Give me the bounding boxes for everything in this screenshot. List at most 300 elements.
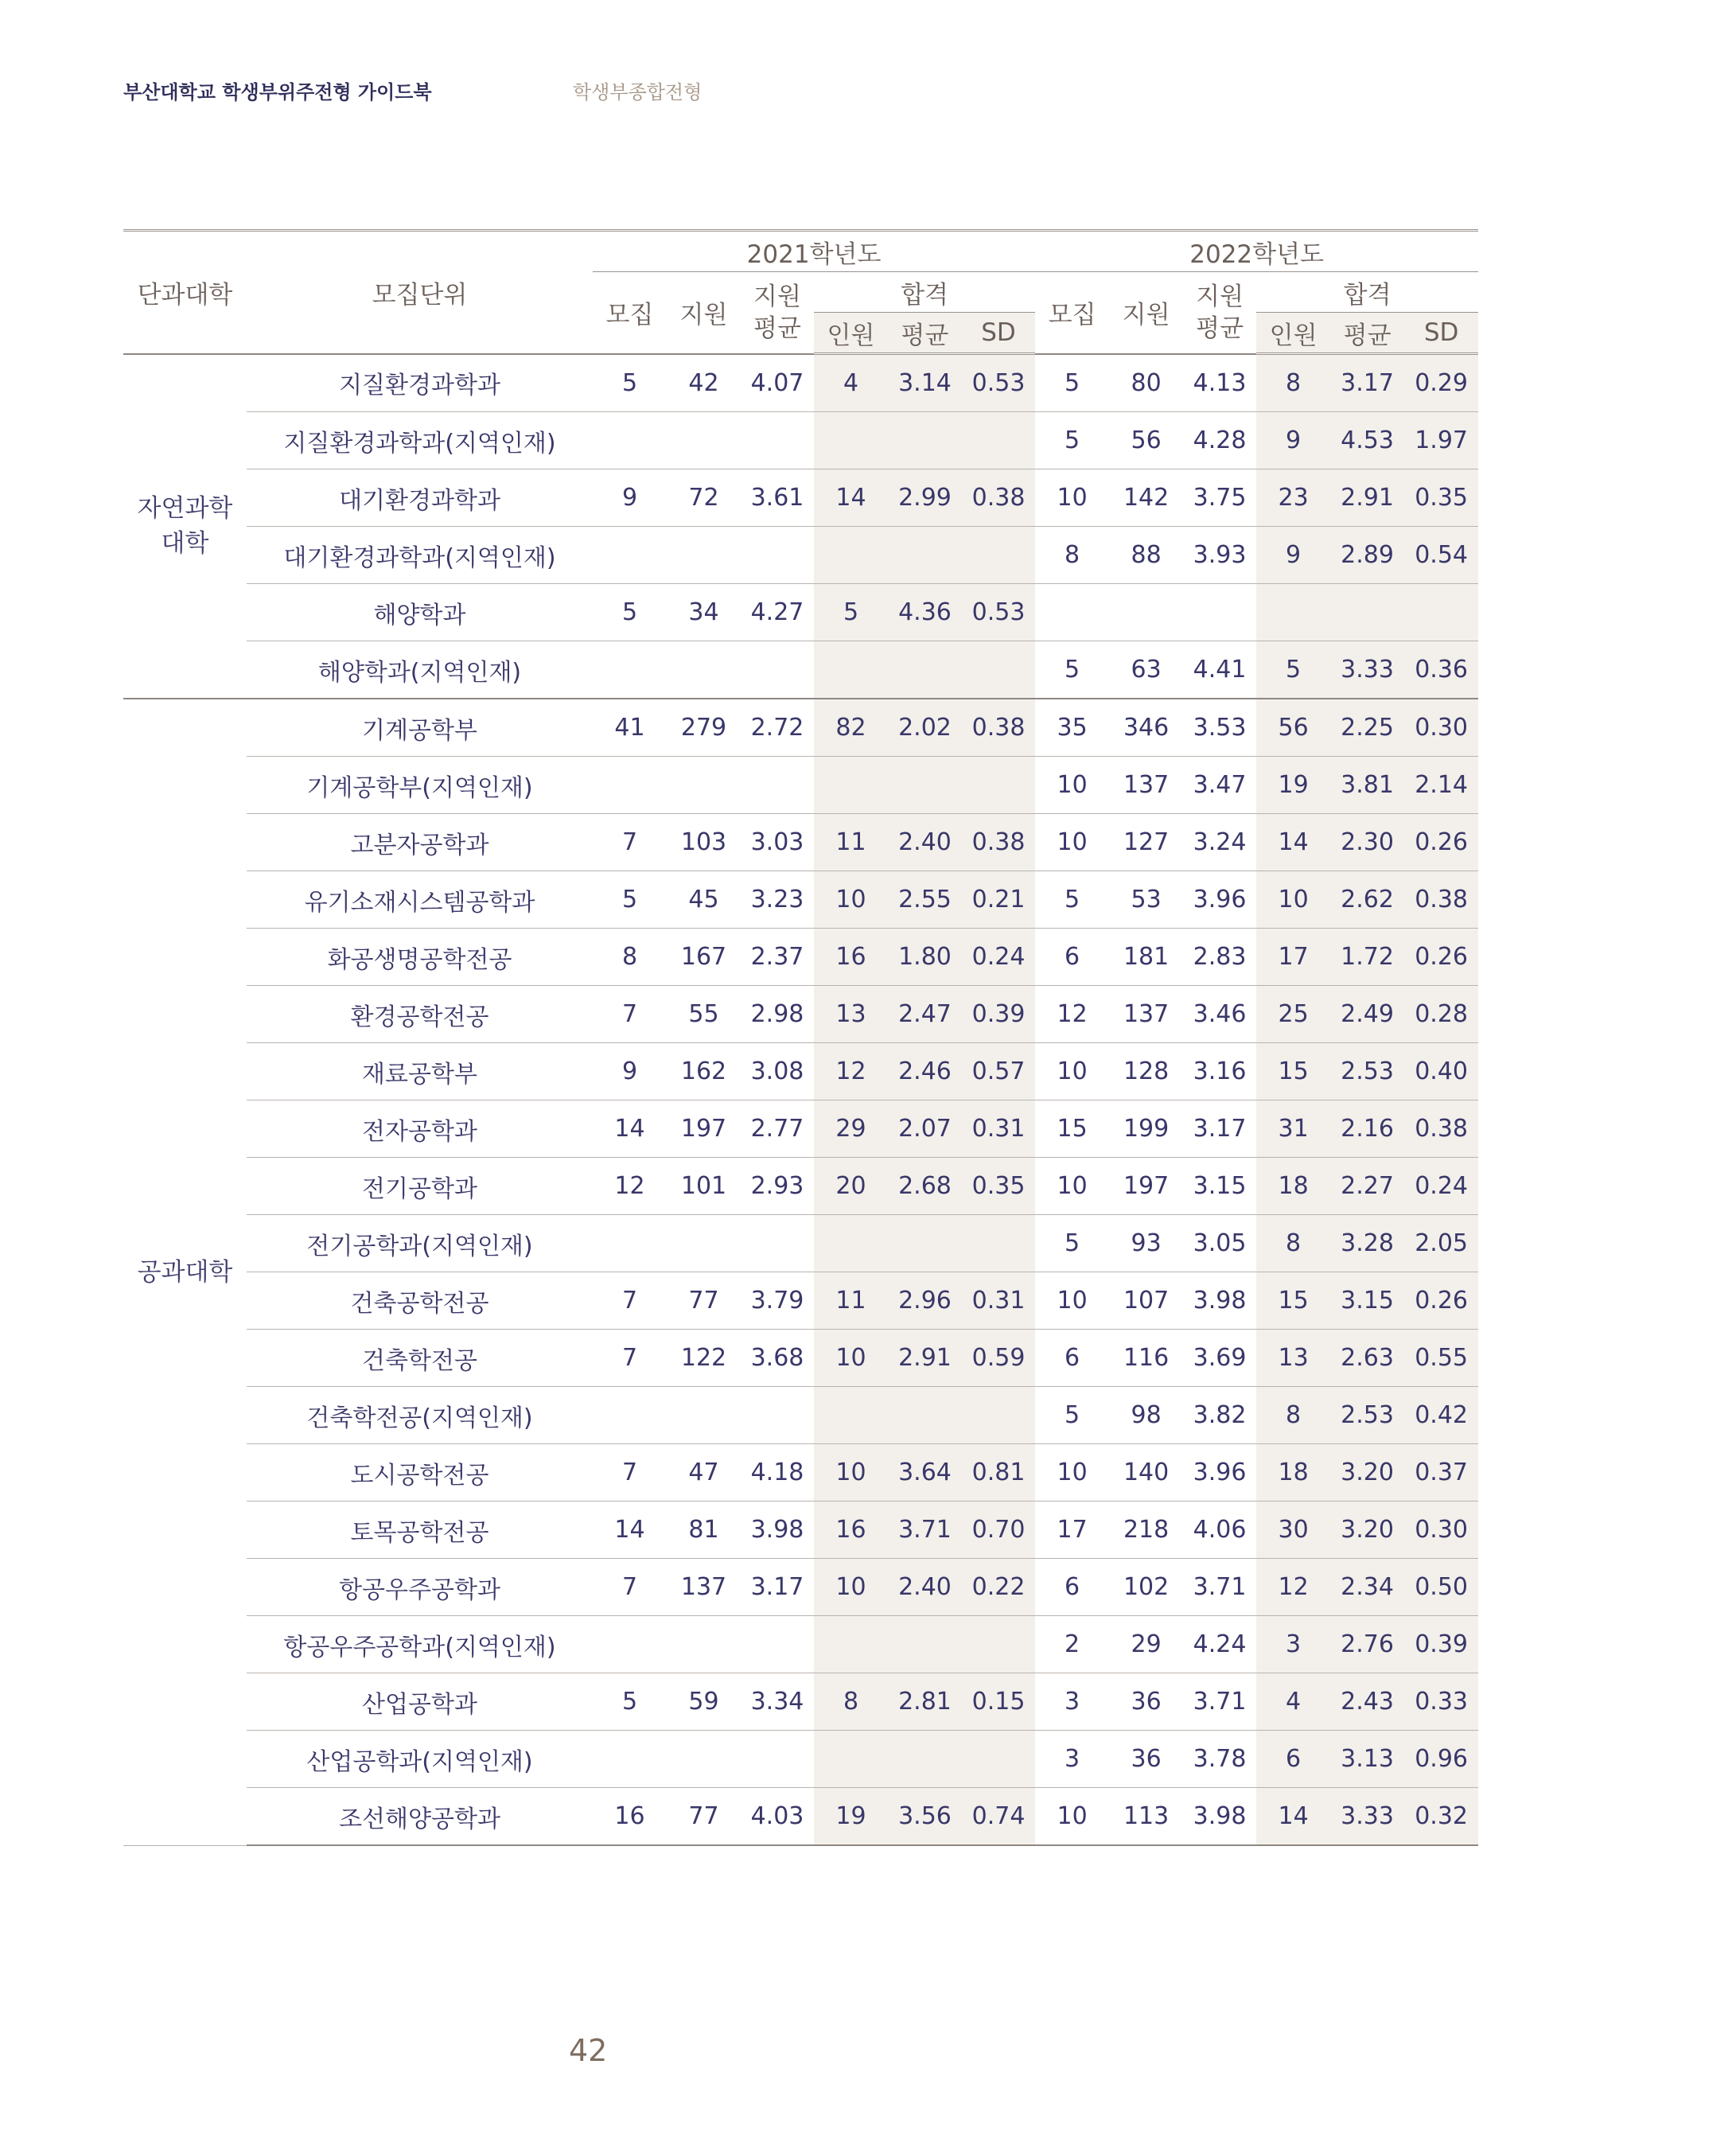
value-cell: 4 [1256, 1673, 1330, 1731]
value-cell: 0.31 [962, 1272, 1035, 1330]
value-cell: 2.07 [888, 1100, 962, 1158]
value-cell: 0.24 [962, 929, 1035, 986]
table-row [123, 1731, 1478, 1788]
header-unit: 모집단위 [247, 231, 593, 354]
value-cell: 82 [814, 699, 888, 757]
value-cell [962, 527, 1035, 584]
value-cell: 72 [667, 469, 741, 527]
value-cell: 3.08 [741, 1043, 814, 1100]
value-cell: 1.72 [1330, 929, 1404, 986]
value-cell: 0.74 [962, 1788, 1035, 1846]
value-cell: 4.53 [1330, 412, 1404, 469]
value-cell: 4.06 [1183, 1501, 1256, 1559]
table-row [123, 1559, 1478, 1616]
value-cell [593, 1387, 667, 1444]
value-cell: 4.18 [741, 1444, 814, 1501]
table-row [123, 1387, 1478, 1444]
value-cell: 53 [1109, 871, 1183, 929]
value-cell: 0.54 [1404, 527, 1478, 584]
table-row [123, 412, 1478, 469]
value-cell: 2.46 [888, 1043, 962, 1100]
value-cell: 19 [1256, 757, 1330, 814]
value-cell: 18 [1256, 1158, 1330, 1215]
value-cell: 2.37 [741, 929, 814, 986]
value-cell: 98 [1109, 1387, 1183, 1444]
header-apply-avg-2021: 지원 평균 [753, 282, 801, 343]
value-cell [1330, 584, 1404, 641]
value-cell: 128 [1109, 1043, 1183, 1100]
value-cell: 55 [667, 986, 741, 1043]
value-cell: 0.26 [1404, 929, 1478, 986]
value-cell: 122 [667, 1330, 741, 1387]
unit-cell: 유기소재시스템공학과 [247, 871, 593, 929]
value-cell: 2.05 [1404, 1215, 1478, 1272]
value-cell: 34 [667, 584, 741, 641]
value-cell: 3.98 [1183, 1788, 1256, 1846]
value-cell: 4.07 [741, 354, 814, 412]
value-cell: 0.30 [1404, 699, 1478, 757]
value-cell: 12 [1035, 986, 1109, 1043]
value-cell: 3.17 [1330, 354, 1404, 412]
value-cell: 7 [593, 1272, 667, 1330]
value-cell: 0.57 [962, 1043, 1035, 1100]
value-cell: 3.46 [1183, 986, 1256, 1043]
unit-cell: 산업공학과(지역인재) [247, 1731, 593, 1788]
value-cell: 3.56 [888, 1788, 962, 1846]
section-title: 학생부종합전형 [573, 81, 703, 103]
value-cell: 162 [667, 1043, 741, 1100]
value-cell [667, 757, 741, 814]
value-cell: 88 [1109, 527, 1183, 584]
value-cell: 0.50 [1404, 1559, 1478, 1616]
value-cell: 2.76 [1330, 1616, 1404, 1673]
value-cell: 0.35 [1404, 469, 1478, 527]
table-row [123, 527, 1478, 584]
value-cell: 0.33 [1404, 1673, 1478, 1731]
value-cell [593, 1731, 667, 1788]
value-cell: 35 [1035, 699, 1109, 757]
value-cell: 2.96 [888, 1272, 962, 1330]
header-apply-2021: 지원 [679, 301, 728, 330]
value-cell: 3.14 [888, 354, 962, 412]
value-cell [814, 412, 888, 469]
value-cell [741, 1215, 814, 1272]
value-cell: 8 [1256, 1215, 1330, 1272]
value-cell: 2.43 [1330, 1673, 1404, 1731]
value-cell: 3.82 [1183, 1387, 1256, 1444]
value-cell: 3.13 [1330, 1731, 1404, 1788]
value-cell [888, 641, 962, 699]
value-cell: 3.34 [741, 1673, 814, 1731]
value-cell: 5 [593, 584, 667, 641]
value-cell: 197 [667, 1100, 741, 1158]
value-cell: 0.26 [1404, 814, 1478, 871]
value-cell: 2.91 [888, 1330, 962, 1387]
value-cell: 0.40 [1404, 1043, 1478, 1100]
value-cell: 0.21 [962, 871, 1035, 929]
value-cell [741, 757, 814, 814]
value-cell: 137 [1109, 986, 1183, 1043]
value-cell: 17 [1035, 1501, 1109, 1559]
value-cell: 0.28 [1404, 986, 1478, 1043]
value-cell: 3.20 [1330, 1444, 1404, 1501]
header-year-2021: 2021학년도 [593, 231, 1035, 272]
header-apply-avg-2022: 지원 평균 [1196, 282, 1244, 343]
value-cell [814, 1731, 888, 1788]
value-cell: 14 [1256, 814, 1330, 871]
value-cell: 7 [593, 986, 667, 1043]
unit-cell: 도시공학전공 [247, 1444, 593, 1501]
value-cell: 2.91 [1330, 469, 1404, 527]
value-cell [888, 1215, 962, 1272]
value-cell: 181 [1109, 929, 1183, 986]
unit-cell: 건축공학전공 [247, 1272, 593, 1330]
value-cell: 10 [1035, 1444, 1109, 1501]
value-cell: 3.98 [741, 1501, 814, 1559]
value-cell: 0.31 [962, 1100, 1035, 1158]
value-cell: 11 [814, 814, 888, 871]
value-cell [667, 1387, 741, 1444]
value-cell: 3.69 [1183, 1330, 1256, 1387]
value-cell [593, 1616, 667, 1673]
value-cell: 4.13 [1183, 354, 1256, 412]
header-recruit-2022: 모집 [1048, 301, 1096, 330]
value-cell: 3.81 [1330, 757, 1404, 814]
value-cell: 9 [1256, 412, 1330, 469]
value-cell: 2.16 [1330, 1100, 1404, 1158]
value-cell [1256, 584, 1330, 641]
value-cell: 3.78 [1183, 1731, 1256, 1788]
value-cell: 137 [1109, 757, 1183, 814]
value-cell: 6 [1035, 1559, 1109, 1616]
unit-cell: 지질환경과학과(지역인재) [247, 412, 593, 469]
table-row [123, 986, 1478, 1043]
value-cell: 9 [593, 1043, 667, 1100]
value-cell: 29 [1109, 1616, 1183, 1673]
value-cell: 3 [1256, 1616, 1330, 1673]
value-cell: 6 [1035, 1330, 1109, 1387]
value-cell: 2.77 [741, 1100, 814, 1158]
value-cell [741, 1387, 814, 1444]
table-row [123, 469, 1478, 527]
value-cell: 16 [593, 1788, 667, 1846]
value-cell: 0.26 [1404, 1272, 1478, 1330]
value-cell [888, 527, 962, 584]
unit-cell: 기계공학부(지역인재) [247, 757, 593, 814]
unit-cell: 토목공학전공 [247, 1501, 593, 1559]
value-cell: 0.37 [1404, 1444, 1478, 1501]
value-cell: 127 [1109, 814, 1183, 871]
value-cell: 5 [593, 871, 667, 929]
value-cell [962, 1731, 1035, 1788]
value-cell: 0.29 [1404, 354, 1478, 412]
value-cell: 3.15 [1330, 1272, 1404, 1330]
value-cell [667, 1215, 741, 1272]
value-cell: 23 [1256, 469, 1330, 527]
value-cell [593, 641, 667, 699]
value-cell [814, 1387, 888, 1444]
value-cell: 2.02 [888, 699, 962, 757]
value-cell: 10 [1035, 814, 1109, 871]
value-cell [888, 757, 962, 814]
value-cell [741, 412, 814, 469]
unit-cell: 해양학과 [247, 584, 593, 641]
value-cell: 1.80 [888, 929, 962, 986]
value-cell: 13 [814, 986, 888, 1043]
value-cell: 3.33 [1330, 641, 1404, 699]
value-cell: 279 [667, 699, 741, 757]
value-cell: 140 [1109, 1444, 1183, 1501]
header-pass-2021: 합격 [814, 272, 1035, 313]
value-cell: 3.17 [741, 1559, 814, 1616]
header-avg-2022: 평균 [1330, 313, 1404, 354]
value-cell: 4.24 [1183, 1616, 1256, 1673]
value-cell: 14 [1256, 1788, 1330, 1846]
value-cell: 16 [814, 929, 888, 986]
value-cell: 2.55 [888, 871, 962, 929]
value-cell: 2.53 [1330, 1387, 1404, 1444]
value-cell: 8 [1256, 354, 1330, 412]
value-cell: 77 [667, 1272, 741, 1330]
value-cell: 0.96 [1404, 1731, 1478, 1788]
value-cell: 5 [814, 584, 888, 641]
value-cell: 45 [667, 871, 741, 929]
value-cell: 3.03 [741, 814, 814, 871]
unit-cell: 산업공학과 [247, 1673, 593, 1731]
value-cell: 2.98 [741, 986, 814, 1043]
unit-cell: 대기환경과학과(지역인재) [247, 527, 593, 584]
value-cell: 4.41 [1183, 641, 1256, 699]
value-cell: 2.63 [1330, 1330, 1404, 1387]
unit-cell: 건축학전공(지역인재) [247, 1387, 593, 1444]
value-cell: 197 [1109, 1158, 1183, 1215]
value-cell: 2.40 [888, 814, 962, 871]
value-cell: 6 [1256, 1731, 1330, 1788]
value-cell: 2.68 [888, 1158, 962, 1215]
value-cell [962, 641, 1035, 699]
value-cell: 0.30 [1404, 1501, 1478, 1559]
value-cell: 7 [593, 1559, 667, 1616]
value-cell: 116 [1109, 1330, 1183, 1387]
value-cell: 3.96 [1183, 871, 1256, 929]
value-cell: 218 [1109, 1501, 1183, 1559]
value-cell: 5 [1035, 1387, 1109, 1444]
value-cell: 13 [1256, 1330, 1330, 1387]
value-cell: 5 [1256, 641, 1330, 699]
value-cell: 11 [814, 1272, 888, 1330]
table-row [123, 354, 1478, 412]
value-cell [741, 527, 814, 584]
header-college: 단과대학 [123, 231, 247, 354]
value-cell: 3.98 [1183, 1272, 1256, 1330]
value-cell: 2.34 [1330, 1559, 1404, 1616]
value-cell: 2.89 [1330, 527, 1404, 584]
value-cell: 10 [1035, 1788, 1109, 1846]
value-cell: 2.62 [1330, 871, 1404, 929]
header-count-2022: 인원 [1256, 313, 1330, 354]
value-cell: 10 [814, 1559, 888, 1616]
table-row [123, 1215, 1478, 1272]
value-cell: 101 [667, 1158, 741, 1215]
table-row [123, 1043, 1478, 1100]
value-cell: 4.03 [741, 1788, 814, 1846]
value-cell: 3.96 [1183, 1444, 1256, 1501]
header-avg-2021: 평균 [888, 313, 962, 354]
value-cell: 9 [1256, 527, 1330, 584]
college-cell: 자연과학 대학 [123, 354, 247, 699]
value-cell: 0.38 [962, 814, 1035, 871]
value-cell: 42 [667, 354, 741, 412]
value-cell [667, 1616, 741, 1673]
value-cell: 0.39 [1404, 1616, 1478, 1673]
table-row [123, 929, 1478, 986]
value-cell [814, 757, 888, 814]
value-cell: 12 [593, 1158, 667, 1215]
value-cell: 107 [1109, 1272, 1183, 1330]
value-cell: 4.36 [888, 584, 962, 641]
value-cell: 103 [667, 814, 741, 871]
value-cell: 81 [667, 1501, 741, 1559]
value-cell: 0.36 [1404, 641, 1478, 699]
value-cell [814, 1616, 888, 1673]
value-cell: 3.20 [1330, 1501, 1404, 1559]
value-cell: 14 [593, 1501, 667, 1559]
value-cell: 3.61 [741, 469, 814, 527]
value-cell: 0.55 [1404, 1330, 1478, 1387]
value-cell [888, 1616, 962, 1673]
value-cell: 113 [1109, 1788, 1183, 1846]
value-cell: 4 [814, 354, 888, 412]
value-cell: 3.75 [1183, 469, 1256, 527]
value-cell [814, 641, 888, 699]
value-cell: 3.23 [741, 871, 814, 929]
value-cell: 2.81 [888, 1673, 962, 1731]
value-cell: 8 [1035, 527, 1109, 584]
value-cell: 3.28 [1330, 1215, 1404, 1272]
value-cell: 2.93 [741, 1158, 814, 1215]
value-cell: 142 [1109, 469, 1183, 527]
value-cell: 3.24 [1183, 814, 1256, 871]
value-cell: 0.32 [1404, 1788, 1478, 1846]
value-cell: 41 [593, 699, 667, 757]
table-row [123, 641, 1478, 699]
value-cell: 1.97 [1404, 412, 1478, 469]
value-cell: 8 [1256, 1387, 1330, 1444]
value-cell: 0.38 [962, 699, 1035, 757]
value-cell: 5 [1035, 871, 1109, 929]
value-cell [1035, 584, 1109, 641]
value-cell [962, 412, 1035, 469]
value-cell: 56 [1109, 412, 1183, 469]
table-row [123, 1100, 1478, 1158]
unit-cell: 전자공학과 [247, 1100, 593, 1158]
value-cell: 0.81 [962, 1444, 1035, 1501]
value-cell: 10 [1035, 1043, 1109, 1100]
value-cell: 0.70 [962, 1501, 1035, 1559]
value-cell: 3.79 [741, 1272, 814, 1330]
value-cell [667, 1731, 741, 1788]
value-cell: 7 [593, 1444, 667, 1501]
value-cell [1109, 584, 1183, 641]
unit-cell: 전기공학과 [247, 1158, 593, 1215]
table-row [123, 1501, 1478, 1559]
value-cell: 2.53 [1330, 1043, 1404, 1100]
value-cell: 0.38 [1404, 1100, 1478, 1158]
value-cell: 47 [667, 1444, 741, 1501]
value-cell: 17 [1256, 929, 1330, 986]
value-cell: 4.28 [1183, 412, 1256, 469]
page-number: 42 [569, 2033, 608, 2068]
value-cell [1183, 584, 1256, 641]
value-cell: 3.68 [741, 1330, 814, 1387]
table-row [123, 1616, 1478, 1673]
value-cell: 80 [1109, 354, 1183, 412]
value-cell: 3.93 [1183, 527, 1256, 584]
value-cell: 12 [814, 1043, 888, 1100]
value-cell: 77 [667, 1788, 741, 1846]
unit-cell: 환경공학전공 [247, 986, 593, 1043]
value-cell: 3.47 [1183, 757, 1256, 814]
value-cell: 167 [667, 929, 741, 986]
header-count-2021: 인원 [814, 313, 888, 354]
value-cell: 2.25 [1330, 699, 1404, 757]
header-year-2022: 2022학년도 [1035, 231, 1478, 272]
table-row [123, 1158, 1478, 1215]
value-cell [962, 1215, 1035, 1272]
value-cell: 6 [1035, 929, 1109, 986]
unit-cell: 기계공학부 [247, 699, 593, 757]
value-cell: 3.64 [888, 1444, 962, 1501]
value-cell [593, 1215, 667, 1272]
value-cell [667, 527, 741, 584]
value-cell: 7 [593, 1330, 667, 1387]
value-cell: 8 [593, 929, 667, 986]
value-cell: 137 [667, 1559, 741, 1616]
value-cell: 2.27 [1330, 1158, 1404, 1215]
value-cell: 0.59 [962, 1330, 1035, 1387]
value-cell [814, 527, 888, 584]
value-cell [888, 1731, 962, 1788]
value-cell [593, 412, 667, 469]
college-cell: 공과대학 [123, 699, 247, 1845]
value-cell: 0.53 [962, 354, 1035, 412]
value-cell: 10 [814, 1444, 888, 1501]
value-cell: 30 [1256, 1501, 1330, 1559]
unit-cell: 지질환경과학과 [247, 354, 593, 412]
header-sd-2022: SD [1404, 313, 1478, 354]
value-cell: 0.22 [962, 1559, 1035, 1616]
value-cell: 93 [1109, 1215, 1183, 1272]
unit-cell: 대기환경과학과 [247, 469, 593, 527]
value-cell: 3 [1035, 1731, 1109, 1788]
unit-cell: 건축학전공 [247, 1330, 593, 1387]
value-cell: 0.15 [962, 1673, 1035, 1731]
unit-cell: 고분자공학과 [247, 814, 593, 871]
value-cell: 2.72 [741, 699, 814, 757]
value-cell: 3.17 [1183, 1100, 1256, 1158]
value-cell [741, 1616, 814, 1673]
value-cell: 5 [1035, 1215, 1109, 1272]
value-cell: 0.39 [962, 986, 1035, 1043]
value-cell: 36 [1109, 1731, 1183, 1788]
value-cell: 2.47 [888, 986, 962, 1043]
value-cell: 3.71 [1183, 1559, 1256, 1616]
value-cell: 29 [814, 1100, 888, 1158]
value-cell: 2.99 [888, 469, 962, 527]
table-row [123, 1788, 1478, 1846]
unit-cell: 항공우주공학과 [247, 1559, 593, 1616]
unit-cell: 항공우주공학과(지역인재) [247, 1616, 593, 1673]
